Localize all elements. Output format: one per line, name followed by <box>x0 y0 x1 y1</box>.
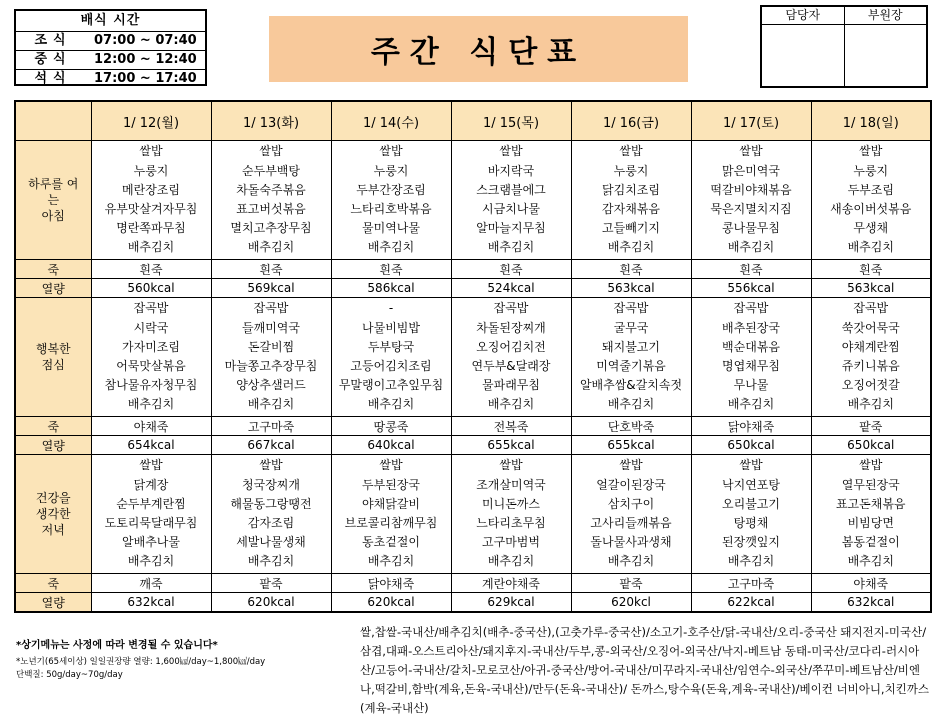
calorie-cell: 655kcal <box>451 436 571 455</box>
menu-item: 표고버섯볶음 <box>236 202 306 216</box>
menu-item: 쌀밥 <box>859 458 883 473</box>
menu-item: 닭김치조림 <box>602 182 660 197</box>
menu-item: 잡곡밥 <box>133 301 169 316</box>
menu-item: 쌀밥 <box>379 458 403 473</box>
meal-section-label <box>15 141 91 260</box>
menu-item: 해물동그랑땡전 <box>230 496 312 511</box>
menu-item: 쥬키니볶음 <box>841 359 900 373</box>
menu-item: 누룽지 <box>853 163 889 178</box>
meal-time-value: 17:00 ~ 17:40 <box>94 71 197 86</box>
menu-item: 배추김치 <box>727 397 775 412</box>
menu-cell <box>811 455 931 574</box>
menu-item: 연두부&달래장 <box>471 359 551 373</box>
menu-item: 쑥갓어묵국 <box>841 320 900 335</box>
menu-item: 배추김치 <box>487 397 535 412</box>
calorie-cell: 650kcal <box>691 436 811 455</box>
weekly-menu-table <box>14 100 932 613</box>
menu-item: 두부탕국 <box>367 339 415 354</box>
porridge-cell: 계란야채죽 <box>451 574 571 593</box>
menu-item: 쌀밥 <box>259 458 283 473</box>
porridge-cell: 팥죽 <box>571 574 691 593</box>
menu-cell <box>691 298 811 417</box>
calorie-cell: 620kcal <box>211 593 331 613</box>
meal-time-row-breakfast <box>16 32 205 51</box>
menu-item: 돼지불고기 <box>602 339 660 354</box>
menu-item: 된장깻잎지 <box>722 535 780 550</box>
menu-item: 떡갈비야채볶음 <box>710 182 792 197</box>
menu-item: 배추김치 <box>727 240 775 255</box>
menu-item: 알배추쌈&갈치속젓 <box>579 378 683 393</box>
menu-item: 누룽지 <box>373 163 409 178</box>
porridge-cell: 야채죽 <box>811 574 931 593</box>
calorie-label: 열량 <box>15 593 91 613</box>
porridge-cell: 닭야채죽 <box>691 417 811 436</box>
porridge-cell: 땅콩죽 <box>331 417 451 436</box>
porridge-cell: 흰죽 <box>331 260 451 279</box>
day-header: 1/ 15(목) <box>451 101 571 141</box>
menu-item: 마늘쫑고추장무침 <box>224 359 318 373</box>
menu-item: 오리불고기 <box>722 496 780 511</box>
menu-item: 야채계란찜 <box>841 339 900 354</box>
porridge-label: 죽 <box>15 417 91 436</box>
menu-item: 쌀밥 <box>619 458 643 473</box>
day-header: 1/ 16(금) <box>571 101 691 141</box>
menu-item: 고들빼기지 <box>602 221 660 236</box>
menu-item: 시락국 <box>133 320 169 335</box>
menu-item: 차돌된장찌개 <box>476 320 546 335</box>
menu-item: 야채닭갈비 <box>362 496 420 511</box>
menu-item: 바지락국 <box>487 163 535 178</box>
menu-item: 배추김치 <box>847 397 894 412</box>
porridge-row <box>15 260 931 279</box>
menu-item: 스크램블에그 <box>476 182 546 197</box>
origin-info: 쌀,찹쌀-국내산/배추김치(배추-중국산),(고춧가루-중국산)/소고기-호주산/닭-국내산/오리-중국산 돼지전지-미국산/삼겹,대패-오스트리아산/돼지후지-국내산/두부,콩-외국산/오징어-외국산/낙지-베트남 동태-미국산/코다리-러시아산/고등어-국내산/갈치-모로코산/아귀-중국산/방어-국내산/미꾸라지-국내산/임연수-외국산/쭈꾸미-베트남산/비엔나,떡갈비,함박(계육,돈육-국내산)/만두(돈육-국내산)/ 돈까스,탕수육(돈육,계육-국내산)/베이컨 너비아니,치킨까스(계육-국내산) <box>360 625 930 715</box>
calorie-row <box>15 279 931 298</box>
menu-item: 배추김치 <box>247 240 295 255</box>
meal-section-label-text: 행복한 점심 <box>35 342 71 372</box>
menu-item: 알마늘지무침 <box>476 221 546 236</box>
menu-item: 배추된장국 <box>722 320 780 335</box>
porridge-cell: 팥죽 <box>811 417 931 436</box>
meal-time-box <box>14 9 207 86</box>
calorie-cell: 632kcal <box>91 593 211 613</box>
menu-item: 명란쪽파무침 <box>116 221 186 236</box>
meal-section-row <box>15 298 931 417</box>
menu-item: 잡곡밥 <box>253 301 289 316</box>
menu-cell <box>451 298 571 417</box>
menu-item: 누룽지 <box>133 163 169 178</box>
menu-item: 표고돈채볶음 <box>835 496 906 511</box>
menu-item: 청국장찌개 <box>242 477 300 492</box>
menu-item: 조개살미역국 <box>476 477 546 492</box>
meal-time-value: 12:00 ~ 12:40 <box>94 52 197 67</box>
footnotes <box>16 636 346 682</box>
calorie-row <box>15 593 931 613</box>
menu-cell <box>811 298 931 417</box>
menu-cell <box>331 141 451 260</box>
calorie-cell: 632kcal <box>811 593 931 613</box>
menu-item: 새송이버섯볶음 <box>830 202 912 216</box>
menu-item: 알배추나물 <box>122 535 180 550</box>
menu-item: 고구마범벅 <box>482 535 540 550</box>
menu-cell <box>811 141 931 260</box>
menu-cell <box>451 141 571 260</box>
menu-item: - <box>388 301 394 316</box>
date-header-row <box>15 101 931 141</box>
menu-item: 배추김치 <box>487 240 535 255</box>
porridge-cell: 팥죽 <box>211 574 331 593</box>
meal-time-heading: 배식 시간 <box>16 11 205 32</box>
menu-item: 쌀밥 <box>859 144 883 159</box>
menu-cell <box>91 298 211 417</box>
menu-item: 참나물유자청무침 <box>104 378 198 393</box>
calorie-cell: 650kcal <box>811 436 931 455</box>
menu-change-notice: *상기메뉴는 사정에 따라 변경될 수 있습니다* <box>16 640 218 651</box>
porridge-cell: 전복죽 <box>451 417 571 436</box>
menu-cell <box>211 141 331 260</box>
menu-item: 봄동겉절이 <box>841 535 900 550</box>
menu-item: 쌀밥 <box>139 458 163 473</box>
porridge-cell: 닭야채죽 <box>331 574 451 593</box>
porridge-row <box>15 417 931 436</box>
day-header: 1/ 18(일) <box>811 101 931 141</box>
menu-item: 오징어젓갈 <box>841 378 900 393</box>
porridge-cell: 흰죽 <box>811 260 931 279</box>
calorie-cell: 620kcl <box>571 593 691 613</box>
menu-item: 배추김치 <box>127 554 175 569</box>
calorie-cell: 586kcal <box>331 279 451 298</box>
menu-cell <box>691 455 811 574</box>
menu-item: 브로콜리참깨무침 <box>344 516 438 530</box>
porridge-label: 죽 <box>15 260 91 279</box>
approval-header: 담당자 <box>762 7 844 25</box>
day-header: 1/ 13(화) <box>211 101 331 141</box>
menu-item: 두부조림 <box>847 182 894 197</box>
menu-item: 쌀밥 <box>499 144 523 159</box>
menu-item: 배추김치 <box>367 397 415 412</box>
menu-item: 굴무국 <box>613 320 649 335</box>
menu-item: 쌀밥 <box>619 144 643 159</box>
menu-item: 오징어김치전 <box>476 339 546 354</box>
menu-item: 쌀밥 <box>739 458 763 473</box>
meal-time-name: 중식 <box>34 52 72 67</box>
menu-cell <box>571 298 691 417</box>
porridge-cell: 흰죽 <box>211 260 331 279</box>
menu-item: 들깨미역국 <box>242 320 300 335</box>
menu-cell <box>571 455 691 574</box>
menu-item: 배추김치 <box>247 397 295 412</box>
nutrition-note <box>16 656 346 682</box>
menu-item: 누룽지 <box>613 163 649 178</box>
menu-item: 배추김치 <box>607 240 655 255</box>
approval-header: 부원장 <box>845 7 927 25</box>
calorie-label: 열량 <box>15 279 91 298</box>
menu-item: 비빔당면 <box>847 516 894 530</box>
menu-item: 배추김치 <box>607 397 655 412</box>
porridge-cell: 흰죽 <box>451 260 571 279</box>
porridge-cell: 단호박죽 <box>571 417 691 436</box>
menu-item: 쌀밥 <box>499 458 523 473</box>
menu-item: 미니돈까스 <box>482 496 540 511</box>
menu-cell <box>91 141 211 260</box>
menu-item: 얼갈이된장국 <box>596 477 666 492</box>
calorie-cell: 654kcal <box>91 436 211 455</box>
meal-section-label <box>15 455 91 574</box>
menu-item: 닭계장 <box>133 477 169 492</box>
menu-item: 돌나물사과생채 <box>590 535 672 550</box>
menu-item: 동초겉절이 <box>362 535 420 550</box>
menu-item: 나물비빔밥 <box>362 320 420 335</box>
menu-item: 유부맛살겨자무침 <box>104 202 198 216</box>
menu-item: 가자미조림 <box>122 339 180 354</box>
menu-item: 어묵맛살볶음 <box>116 359 186 373</box>
menu-item: 배추김치 <box>487 554 535 569</box>
calorie-cell: 569kcal <box>211 279 331 298</box>
menu-item: 양상추샐러드 <box>236 378 306 393</box>
menu-item: 고사리들깨볶음 <box>590 516 672 530</box>
menu-item: 무말랭이고추잎무침 <box>338 378 444 393</box>
meal-section-label <box>15 298 91 417</box>
calorie-cell: 667kcal <box>211 436 331 455</box>
menu-item: 물미역나물 <box>362 221 420 236</box>
menu-item: 잡곡밥 <box>493 301 529 316</box>
porridge-cell: 흰죽 <box>571 260 691 279</box>
menu-item: 쌀밥 <box>139 144 163 159</box>
menu-item: 감자채볶음 <box>602 202 660 216</box>
corner-cell <box>15 101 91 141</box>
menu-item: 두부된장국 <box>362 477 420 492</box>
menu-item: 잡곡밥 <box>613 301 649 316</box>
menu-item: 배추김치 <box>367 554 415 569</box>
menu-item: 시금치나물 <box>482 202 540 216</box>
menu-item: 세발나물생채 <box>236 535 306 550</box>
approval-column-manager <box>762 7 844 86</box>
menu-item: 배추김치 <box>127 397 175 412</box>
meal-section-row <box>15 141 931 260</box>
day-header: 1/ 12(월) <box>91 101 211 141</box>
menu-item: 순두부백탕 <box>242 163 300 178</box>
menu-cell <box>331 298 451 417</box>
menu-item: 명엽채무침 <box>722 359 780 373</box>
menu-item: 백순대볶음 <box>722 339 780 354</box>
menu-cell <box>331 455 451 574</box>
menu-item: 배추김치 <box>367 240 415 255</box>
calorie-cell: 640kcal <box>331 436 451 455</box>
porridge-cell: 깨죽 <box>91 574 211 593</box>
menu-item: 배추김치 <box>727 554 775 569</box>
menu-item: 잡곡밥 <box>853 301 889 316</box>
menu-item: 도토리묵달래무침 <box>104 516 198 530</box>
menu-cell <box>91 455 211 574</box>
menu-cell <box>571 141 691 260</box>
menu-item: 메란장조림 <box>122 182 180 197</box>
menu-item: 물파래무침 <box>482 378 540 393</box>
calorie-cell: 556kcal <box>691 279 811 298</box>
meal-time-row-dinner <box>16 70 205 88</box>
menu-item: 배추김치 <box>247 554 295 569</box>
calorie-cell: 560kcal <box>91 279 211 298</box>
menu-item: 잡곡밥 <box>733 301 769 316</box>
menu-item: 배추김치 <box>847 554 894 569</box>
meal-time-row-lunch <box>16 51 205 70</box>
menu-item: 느타리초무침 <box>476 516 546 530</box>
menu-item: 맑은미역국 <box>722 163 780 178</box>
meal-time-name: 석식 <box>34 71 72 86</box>
calorie-cell: 620kcal <box>331 593 451 613</box>
calorie-cell: 629kcal <box>451 593 571 613</box>
menu-item: 무생채 <box>853 221 889 236</box>
menu-item: 배추김치 <box>127 240 175 255</box>
approval-column-director <box>844 7 927 86</box>
menu-item: 열무된장국 <box>841 477 900 492</box>
day-header: 1/ 17(토) <box>691 101 811 141</box>
calorie-cell: 563kcal <box>811 279 931 298</box>
menu-cell <box>691 141 811 260</box>
menu-item: 멸치고추장무침 <box>230 221 312 236</box>
menu-item: 순두부계란찜 <box>116 496 186 511</box>
menu-item: 쌀밥 <box>739 144 763 159</box>
menu-item: 배추김치 <box>607 554 655 569</box>
porridge-cell: 고구마죽 <box>691 574 811 593</box>
menu-item: 콩나물무침 <box>722 221 780 236</box>
menu-cell <box>211 298 331 417</box>
porridge-cell: 흰죽 <box>691 260 811 279</box>
porridge-cell: 흰죽 <box>91 260 211 279</box>
meal-section-row <box>15 455 931 574</box>
calorie-row <box>15 436 931 455</box>
menu-item: 차돌숙주볶음 <box>236 182 306 197</box>
meal-section-label-text: 건강을 생각한 저녁 <box>35 491 71 537</box>
protein-recommendation: 단백질: 50g/day~70g/day <box>16 670 123 680</box>
menu-item: 느타리호박볶음 <box>350 202 432 216</box>
menu-item: 고등어김치조림 <box>350 359 432 373</box>
menu-item: 돈갈비찜 <box>247 339 295 354</box>
day-header: 1/ 14(수) <box>331 101 451 141</box>
porridge-row <box>15 574 931 593</box>
menu-item: 미역줄기볶음 <box>596 359 666 373</box>
porridge-label: 죽 <box>15 574 91 593</box>
calorie-cell: 622kcal <box>691 593 811 613</box>
meal-time-value: 07:00 ~ 07:40 <box>94 33 197 48</box>
menu-item: 묵은지멸치지짐 <box>710 202 792 216</box>
calorie-cell: 524kcal <box>451 279 571 298</box>
meal-section-label-text: 하루를 여 는 아침 <box>28 177 79 223</box>
menu-item: 삼치구이 <box>607 496 655 511</box>
menu-cell <box>211 455 331 574</box>
meal-time-name: 조식 <box>34 33 72 48</box>
menu-item: 쌀밥 <box>379 144 403 159</box>
menu-item: 배추김치 <box>847 240 894 255</box>
menu-item: 감자조림 <box>247 516 295 530</box>
porridge-cell: 야채죽 <box>91 417 211 436</box>
menu-item: 두부간장조림 <box>356 182 426 197</box>
page-title: 주간 식단표 <box>269 16 688 82</box>
signature-field[interactable] <box>845 25 927 86</box>
menu-item: 탕평채 <box>733 516 769 530</box>
menu-cell <box>451 455 571 574</box>
calorie-cell: 563kcal <box>571 279 691 298</box>
menu-item: 무나물 <box>733 378 769 393</box>
calorie-cell: 655kcal <box>571 436 691 455</box>
menu-item: 낙지연포탕 <box>722 477 780 492</box>
calorie-recommendation: *노년기(65세이상) 일일권장량 열량: 1,600㎉/day~1,800㎉/day <box>16 657 266 667</box>
approval-box <box>760 5 928 88</box>
porridge-cell: 고구마죽 <box>211 417 331 436</box>
menu-table-body <box>15 101 931 612</box>
calorie-label: 열량 <box>15 436 91 455</box>
menu-item: 쌀밥 <box>259 144 283 159</box>
signature-field[interactable] <box>762 25 844 86</box>
